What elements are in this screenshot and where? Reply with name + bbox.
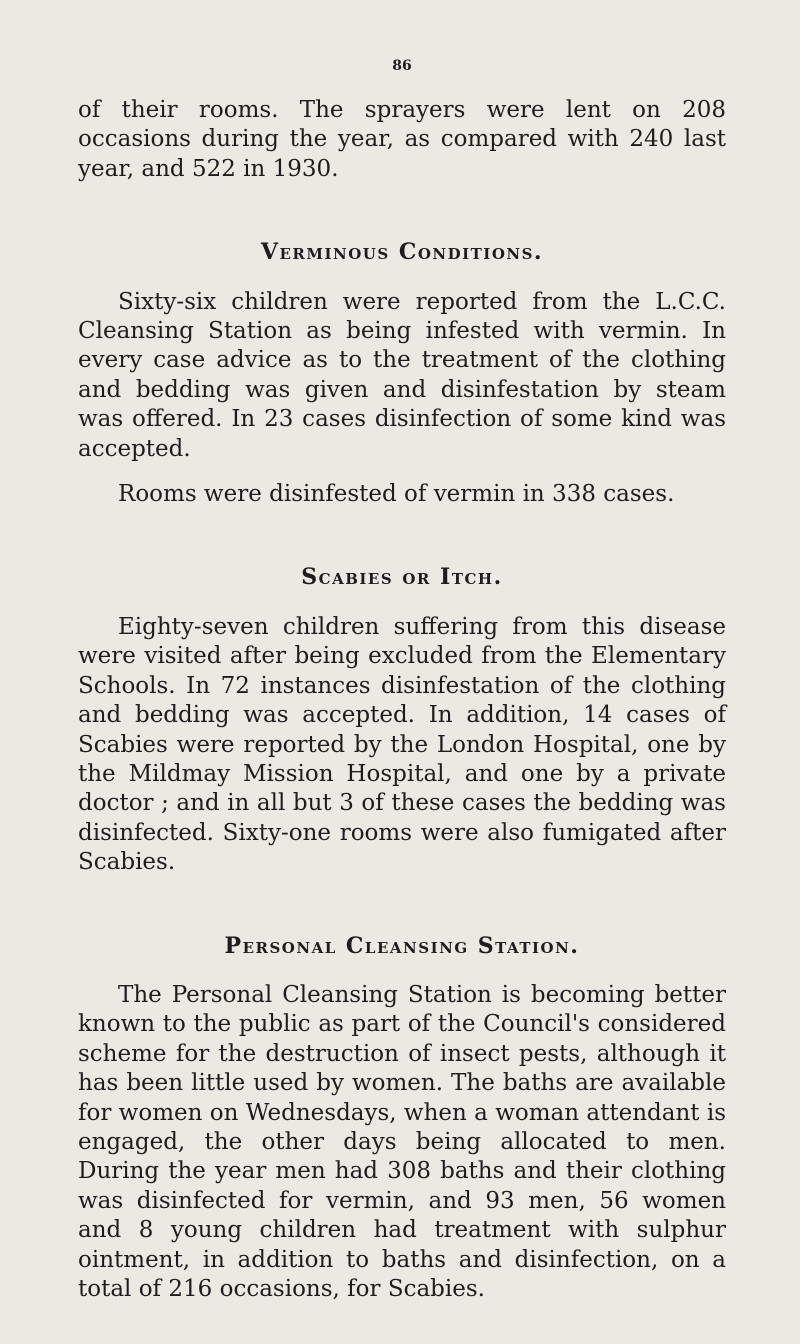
document-page	[78, 58, 726, 1304]
section-heading-verminous-conditions: Verminous Conditions.	[260, 239, 544, 266]
page-number: 86	[392, 58, 412, 74]
section-heading-personal-cleansing-station: Personal Cleansing Station.	[224, 932, 580, 959]
opening-paragraph: of their rooms. The sprayers were lent on 208 occasions during the year, as compared with 240 last year, and 522 in 1930.	[78, 97, 726, 182]
paragraph-scabies-1: Eighty-seven children suffering from this disease were visited after being excluded from the Elementary Schools. In 72 instances disinfestation of the clothing and bedding was accepted. In addition, 14 cases of Scabies were reported by the London Hospital, one by the Mildmay Mission Hospital, and one by a private doctor ; and in all but 3 of these cases the bedding was disinfected. Sixty-one rooms were also fumigated after Scabies.	[78, 613, 726, 876]
paragraph-personal-cleansing-1: The Personal Cleansing Station is becoming better known to the public as part of the Council's considered scheme for the destruction of insect pests, although it has been little used by women. The baths are available for women on Wednesdays, when a woman attendant is engaged, the other days being allocated to men. During the year men had 308 baths and their clothing was disinfected for vermin, and 93 men, 56 women and 8 young children had treatment with sulphur ointment, in addition to baths and disinfection, on a total of 216 occasions, for Scabies.	[78, 981, 726, 1302]
paragraph-verminous-2: Rooms were disinfested of vermin in 338 cases.	[118, 481, 675, 508]
paragraph-verminous-1: Sixty-six children were reported from the L.C.C. Cleansing Station as being infested with vermin. In every case advice as to the treatment of the clothing and bedding was given and disinfestation by steam was offered. In 23 cases disinfection of some kind was accepted.	[78, 288, 726, 462]
section-heading-scabies-or-itch: Scabies or Itch.	[301, 564, 503, 591]
